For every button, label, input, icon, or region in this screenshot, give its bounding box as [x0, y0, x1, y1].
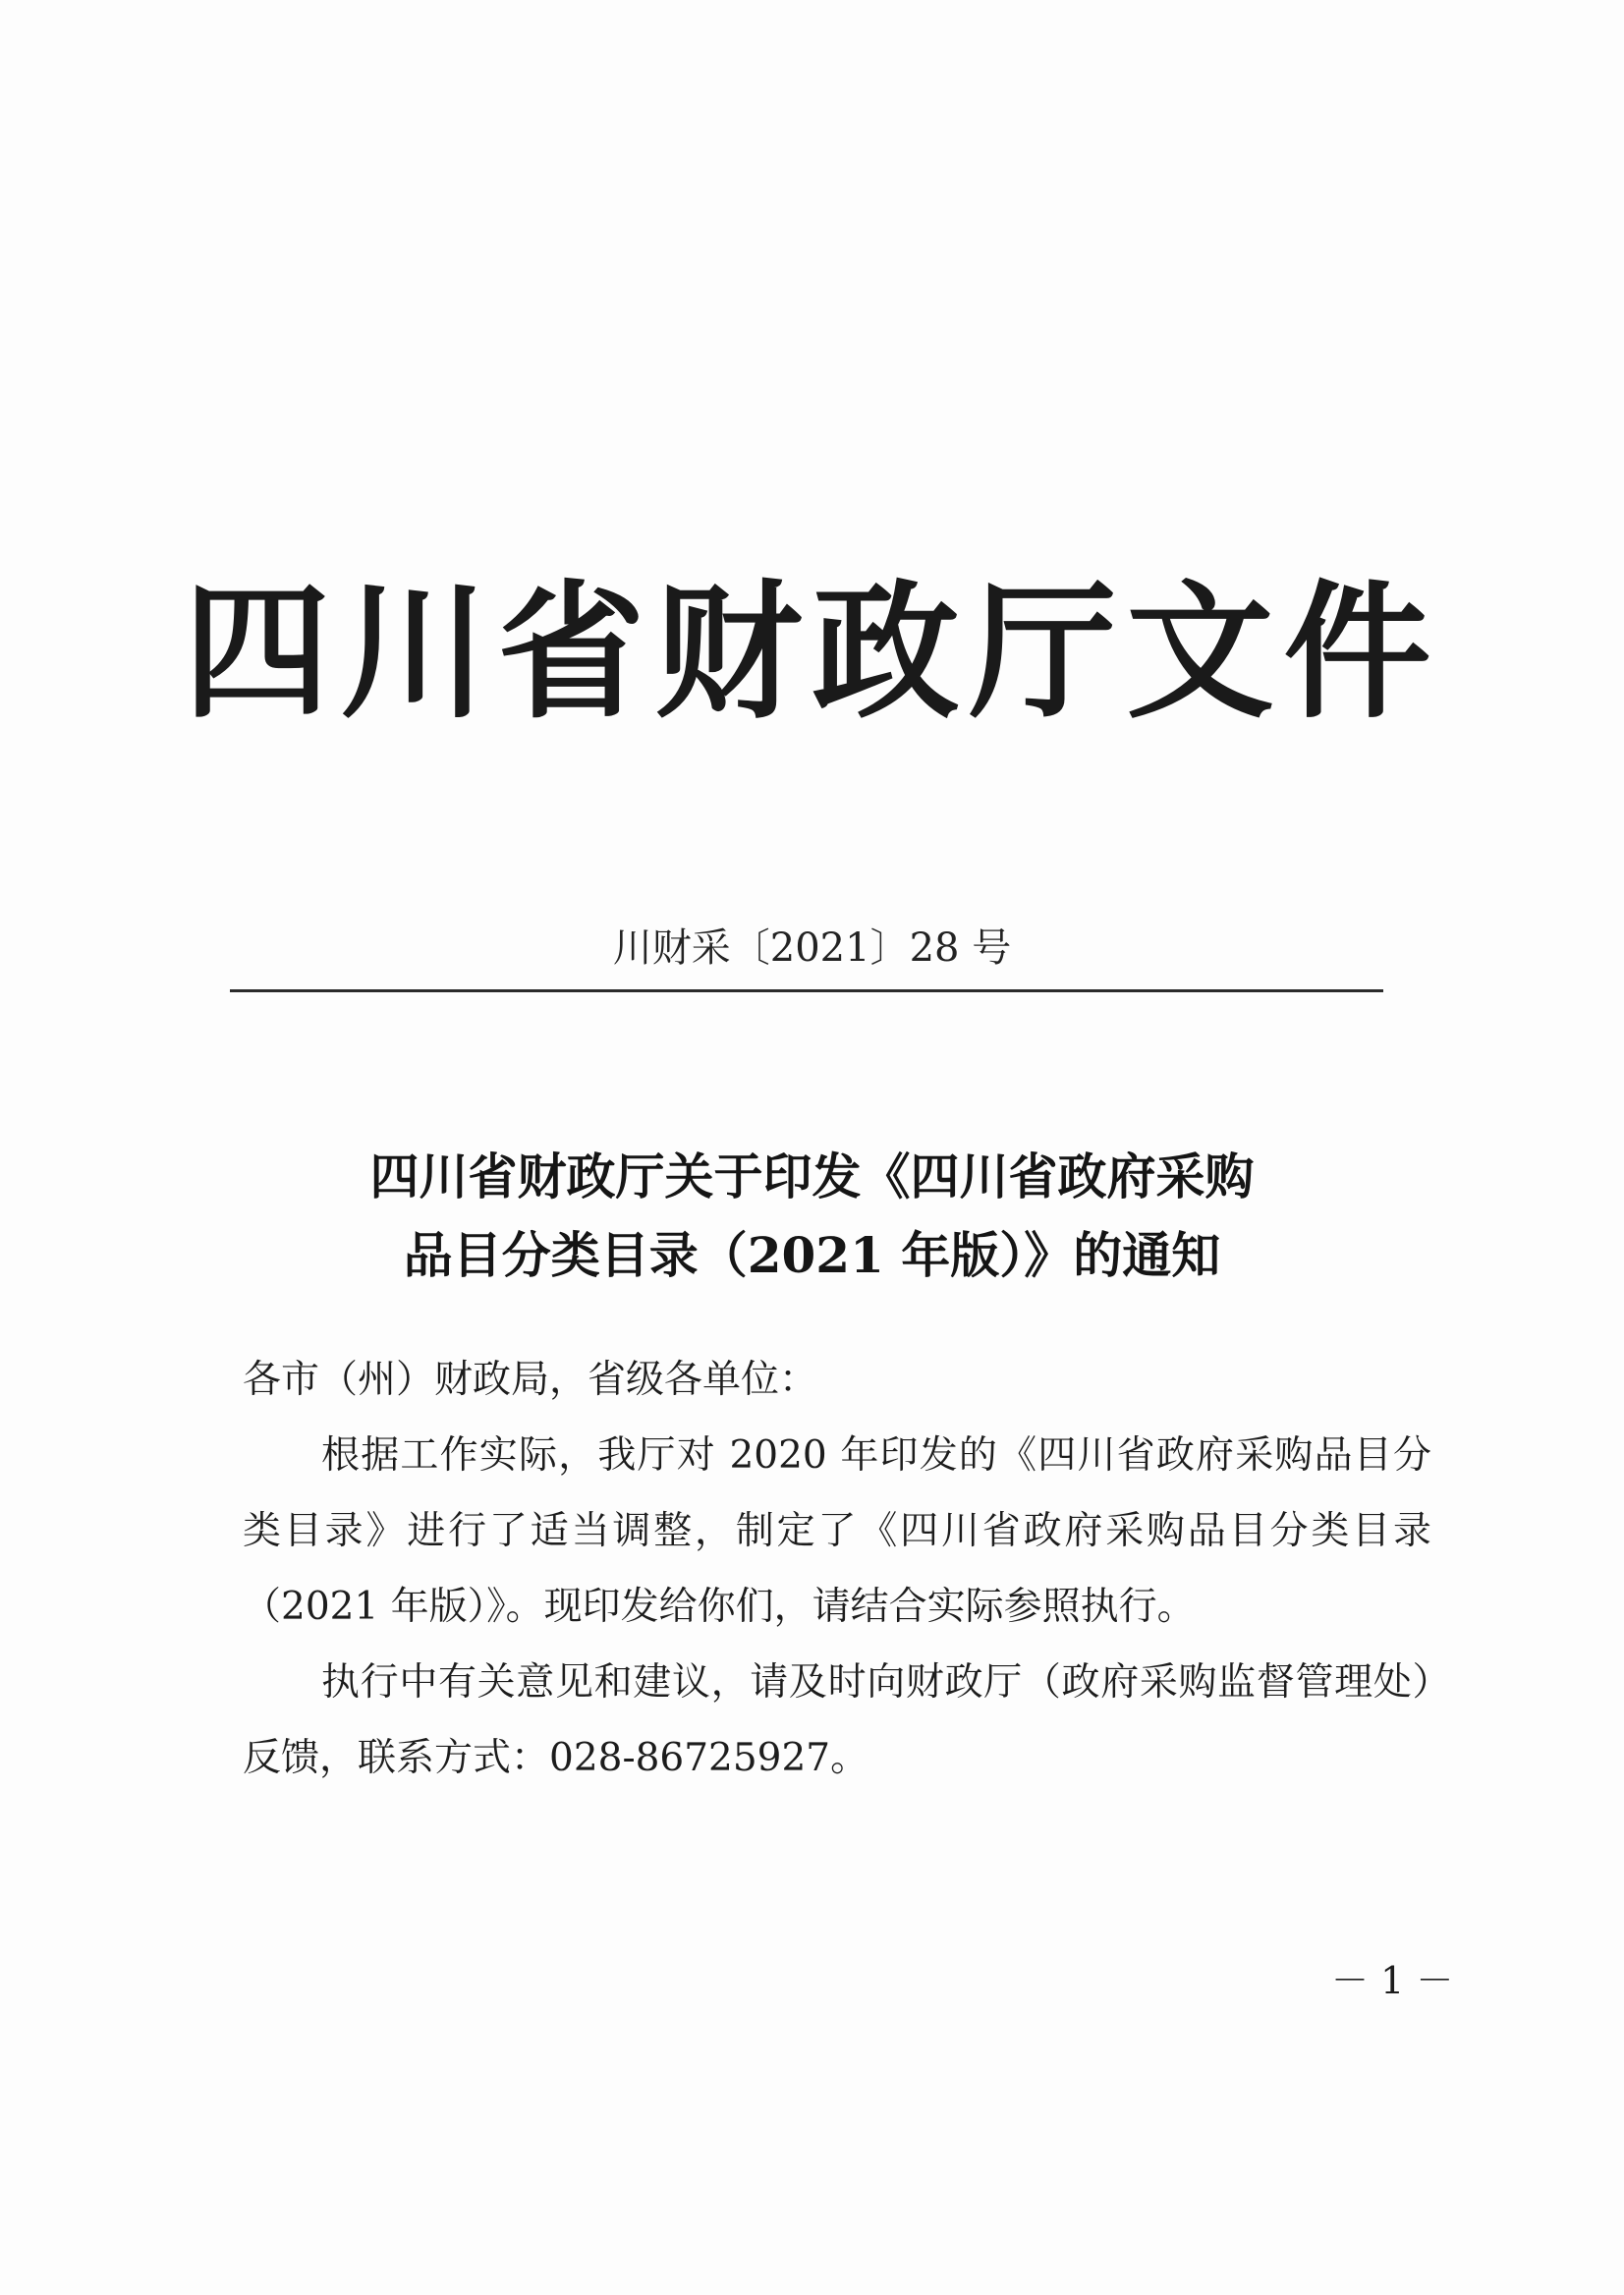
body-paragraph-1: 根据工作实际，我厅对 2020 年印发的《四川省政府采购品目分类目录》进行了适当调整，制定了《四川省政府采购品目分类目录（2021 年版）》。现印发给你们，请结合实际参照执行。 [243, 1433, 1431, 1629]
addressee: 各市（州）财政局，省级各单位： [243, 1358, 818, 1402]
notice-title [0, 1138, 1624, 1295]
notice-title-line-1: 四川省财政厅关于印发《四川省政府采购 [369, 1148, 1255, 1205]
header-divider-line [230, 989, 1383, 992]
agency-title: 四川省财政厅文件 [183, 568, 1441, 739]
body-paragraph-2: 执行中有关意见和建议，请及时向财政厅（政府采购监督管理处）反馈，联系方式：028-86725927。 [243, 1660, 1431, 1780]
page-number: － 1 － [1331, 1959, 1454, 2002]
notice-title-line-2: 品目分类目录（2021 年版）》的通知 [403, 1226, 1221, 1284]
document-number: 川财采〔2021〕28 号 [612, 925, 1012, 971]
